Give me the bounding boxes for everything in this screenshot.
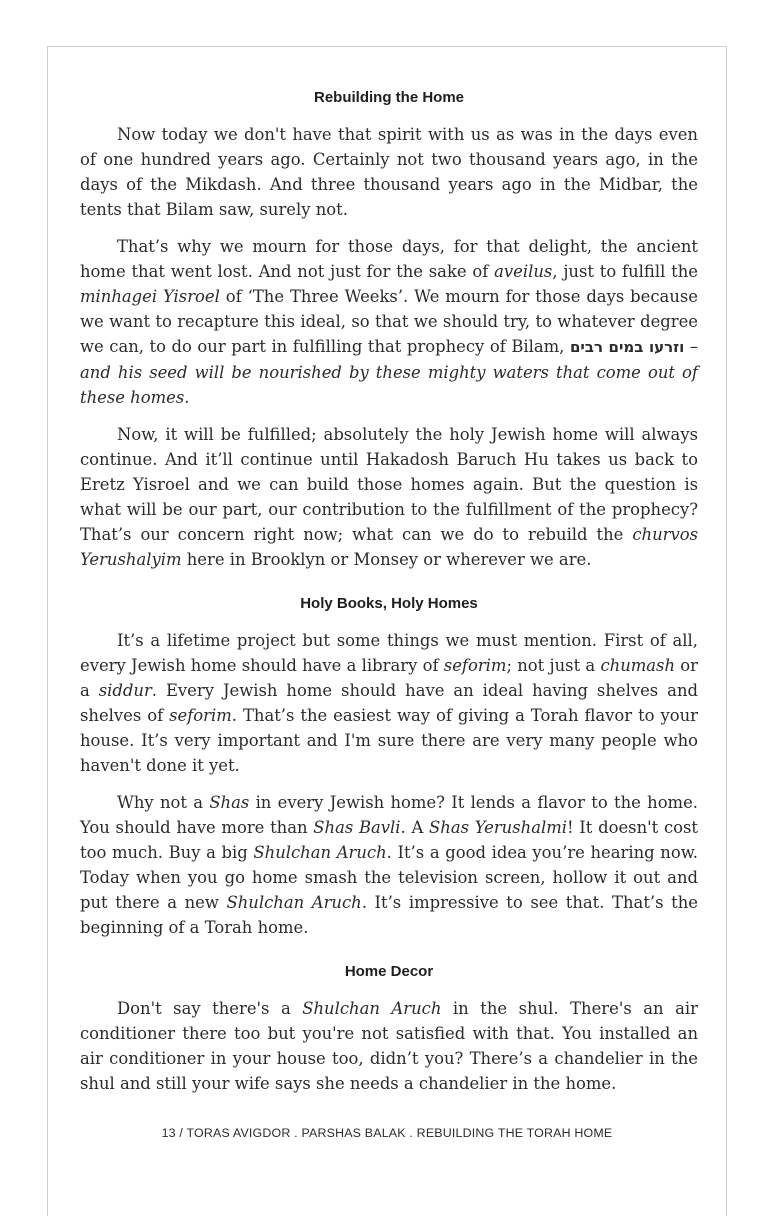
text-run: ; not just a: [506, 656, 601, 675]
italic-term: Shas Bavli: [313, 818, 401, 837]
text-run: here in Brooklyn or Monsey or wherever we are.: [181, 550, 592, 569]
italic-term: Shas Yerushalmi: [429, 818, 567, 837]
italic-term: minhagei Yisroel: [80, 287, 220, 306]
italic-term: siddur: [98, 681, 152, 700]
text-run: . It’s a good idea you’re hearing now. Today when you go home smash the television screen, hollow it out and put there a new: [80, 843, 698, 912]
italic-term: and his seed will be nourished by these mighty waters that come out of these homes.: [80, 363, 698, 407]
body-paragraph: [80, 790, 698, 940]
text-run: Now today we don't have that spirit with us as was in the days even of one hundred years ago. Certainly not two thousand years ago, in the days of the Mikdash. And three thousand years ago in the Midbar, the tents that Bilam saw, surely not.: [80, 125, 698, 219]
italic-term: Shulchan Aruch: [302, 999, 442, 1018]
body-paragraph: [80, 234, 698, 410]
page-footer: 13 / TORAS AVIGDOR . PARSHAS BALAK . REBUILDING THE TORAH HOME: [161, 1126, 613, 1140]
italic-term: aveilus: [494, 262, 553, 281]
text-run: of ‘The Three Weeks’. We mourn for those days because we want to recapture this ideal, so that we should try, to whatever degree we can, to do our part in fulfilling that prophecy of Bilam,: [80, 287, 698, 356]
text-run: . It’s impressive to see that. That’s the beginning of a Torah home.: [80, 893, 698, 937]
section-heading: Home Decor: [344, 963, 434, 980]
text-run: or a: [80, 656, 698, 700]
text-run: –: [684, 337, 699, 356]
body-paragraph: [80, 996, 698, 1096]
text-run: , just to fulfill the: [552, 262, 698, 281]
italic-term: Shulchan Aruch: [226, 893, 362, 912]
body-paragraph: [80, 422, 698, 572]
hebrew-quote: וזרעו במים רבים: [569, 338, 685, 356]
text-run: Now, it will be fulfilled; absolutely the holy Jewish home will always continue. And it’ll continue until Hakadosh Baruch Hu takes us back to Eretz Yisroel and we can build those homes again. But the question is what will be our part, our contribution to the fulfillment of the prophecy? That’s our concern right now; what can we do to rebuild the: [80, 425, 698, 544]
italic-term: Shas: [209, 793, 250, 812]
italic-term: Shulchan Aruch: [253, 843, 387, 862]
text-run: ! It doesn't cost too much. Buy a big: [80, 818, 698, 862]
italic-term: chumash: [600, 656, 676, 675]
body-paragraph: [80, 628, 698, 778]
italic-term: churvos Yerushalyim: [80, 525, 698, 569]
italic-term: seforim: [443, 656, 507, 675]
text-run: It’s a lifetime project but some things we must mention. First of all, every Jewish home should have a library of: [80, 631, 698, 675]
article-body: [80, 85, 698, 1108]
text-run: in the shul. There's an air conditioner there too but you're not satisfied with that. You installed an air conditioner in your house too, didn’t you? There’s a chandelier in the shul and still your wife says she needs a chandelier in the home.: [80, 999, 698, 1093]
italic-term: seforim: [169, 706, 232, 725]
text-run: That’s why we mourn for those days, for that delight, the ancient home that went lost. And not just for the sake of: [80, 237, 698, 281]
text-run: . Every Jewish home should have an ideal having shelves and shelves of: [80, 681, 699, 725]
text-run: . A: [400, 818, 430, 837]
text-run: in every Jewish home? It lends a flavor to the home. You should have more than: [80, 793, 699, 837]
section-heading: Holy Books, Holy Homes: [300, 595, 478, 612]
text-run: . That’s the easiest way of giving a Torah flavor to your house. It’s very important and I'm sure there are very many people who haven't done it yet.: [80, 706, 698, 775]
body-paragraph: [80, 122, 698, 222]
text-run: Why not a: [117, 793, 210, 812]
section-heading: Rebuilding the Home: [314, 89, 464, 106]
text-run: Don't say there's a: [117, 999, 303, 1018]
document-page: [47, 46, 727, 1216]
